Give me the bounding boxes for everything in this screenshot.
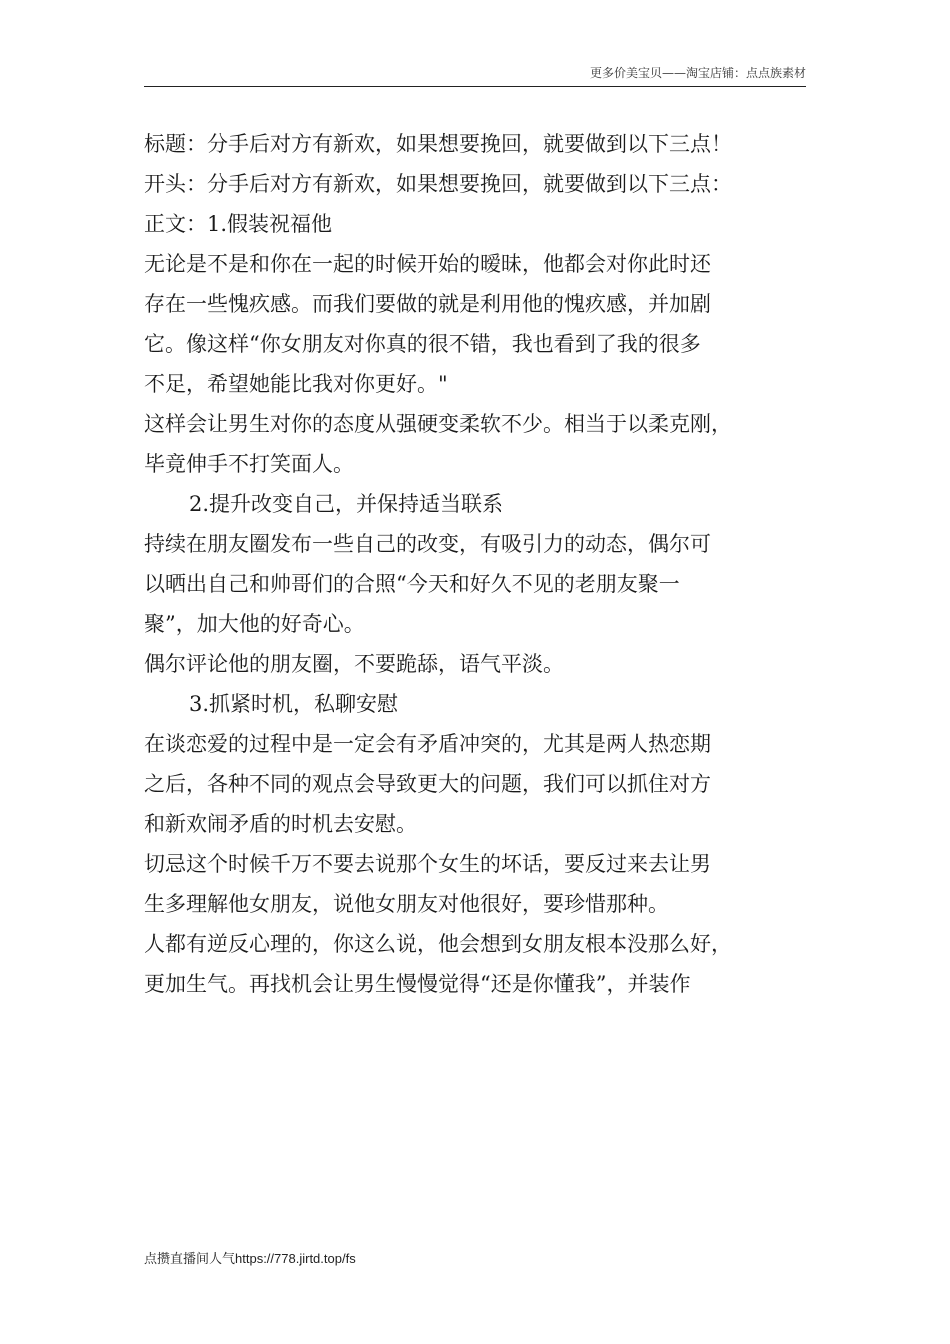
header-text: 更多价美宝贝——淘宝店铺：点点族素材 xyxy=(589,66,806,80)
title-line: 标题：分手后对方有新欢，如果想要挽回，就要做到以下三点！ xyxy=(144,132,732,156)
footer-label: 点攒直播间人气 xyxy=(144,1252,236,1267)
paragraph-line: 生多理解他女朋友，说他女朋友对他很好，要珍惜那种。 xyxy=(144,892,669,916)
body-intro-line: 正文：1.假装祝福他 xyxy=(144,212,333,236)
paragraph-line: 存在一些愧疚感。而我们要做的就是利用他的愧疚感，并加剧 xyxy=(144,292,711,316)
paragraph-line: 切忌这个时候千万不要去说那个女生的坏话，要反过来去让男 xyxy=(144,852,711,876)
section1-paragraph1 xyxy=(144,244,824,404)
paragraph-line: 聚”，加大他的好奇心。 xyxy=(144,612,365,636)
paragraph-line: 无论是不是和你在一起的时候开始的暧昧，他都会对你此时还 xyxy=(144,252,711,276)
section1-paragraph2 xyxy=(144,404,824,484)
paragraph-line: 偶尔评论他的朋友圈，不要跪舔，语气平淡。 xyxy=(144,652,564,676)
section3-paragraph1 xyxy=(144,724,824,844)
paragraph-line: 在谈恋爱的过程中是一定会有矛盾冲突的，尤其是两人热恋期 xyxy=(144,732,711,756)
paragraph-line: 更加生气。再找机会让男生慢慢觉得“还是你懂我”，并装作 xyxy=(144,972,691,996)
footer-url-link[interactable]: https://778.jirtd.top/fs xyxy=(235,1251,356,1266)
opening-line: 开头：分手后对方有新欢，如果想要挽回，就要做到以下三点： xyxy=(144,172,732,196)
paragraph-line: 毕竟伸手不打笑面人。 xyxy=(144,452,354,476)
paragraph-line: 持续在朋友圈发布一些自己的改变，有吸引力的动态，偶尔可 xyxy=(144,532,711,556)
paragraph-line: 之后，各种不同的观点会导致更大的问题，我们可以抓住对方 xyxy=(144,772,711,796)
document-body xyxy=(144,124,824,1004)
section2-paragraph2 xyxy=(144,644,824,684)
section2-heading: 2.提升改变自己，并保持适当联系 xyxy=(189,492,504,516)
page-header xyxy=(144,64,806,87)
paragraph-line: 人都有逆反心理的，你这么说，他会想到女朋友根本没那么好， xyxy=(144,932,732,956)
page-footer xyxy=(144,1250,356,1269)
paragraph-line: 这样会让男生对你的态度从强硬变柔软不少。相当于以柔克刚， xyxy=(144,412,732,436)
section3-heading: 3.抓紧时机，私聊安慰 xyxy=(189,692,399,716)
paragraph-line: 不足，希望她能比我对你更好。" xyxy=(144,372,448,396)
section3-paragraph2 xyxy=(144,844,824,924)
section2-paragraph1 xyxy=(144,524,824,644)
paragraph-line: 以晒出自己和帅哥们的合照“今天和好久不见的老朋友聚一 xyxy=(144,572,680,596)
paragraph-line: 它。像这样“你女朋友对你真的很不错，我也看到了我的很多 xyxy=(144,332,701,356)
section3-paragraph3 xyxy=(144,924,824,1004)
paragraph-line: 和新欢闹矛盾的时机去安慰。 xyxy=(144,812,417,836)
